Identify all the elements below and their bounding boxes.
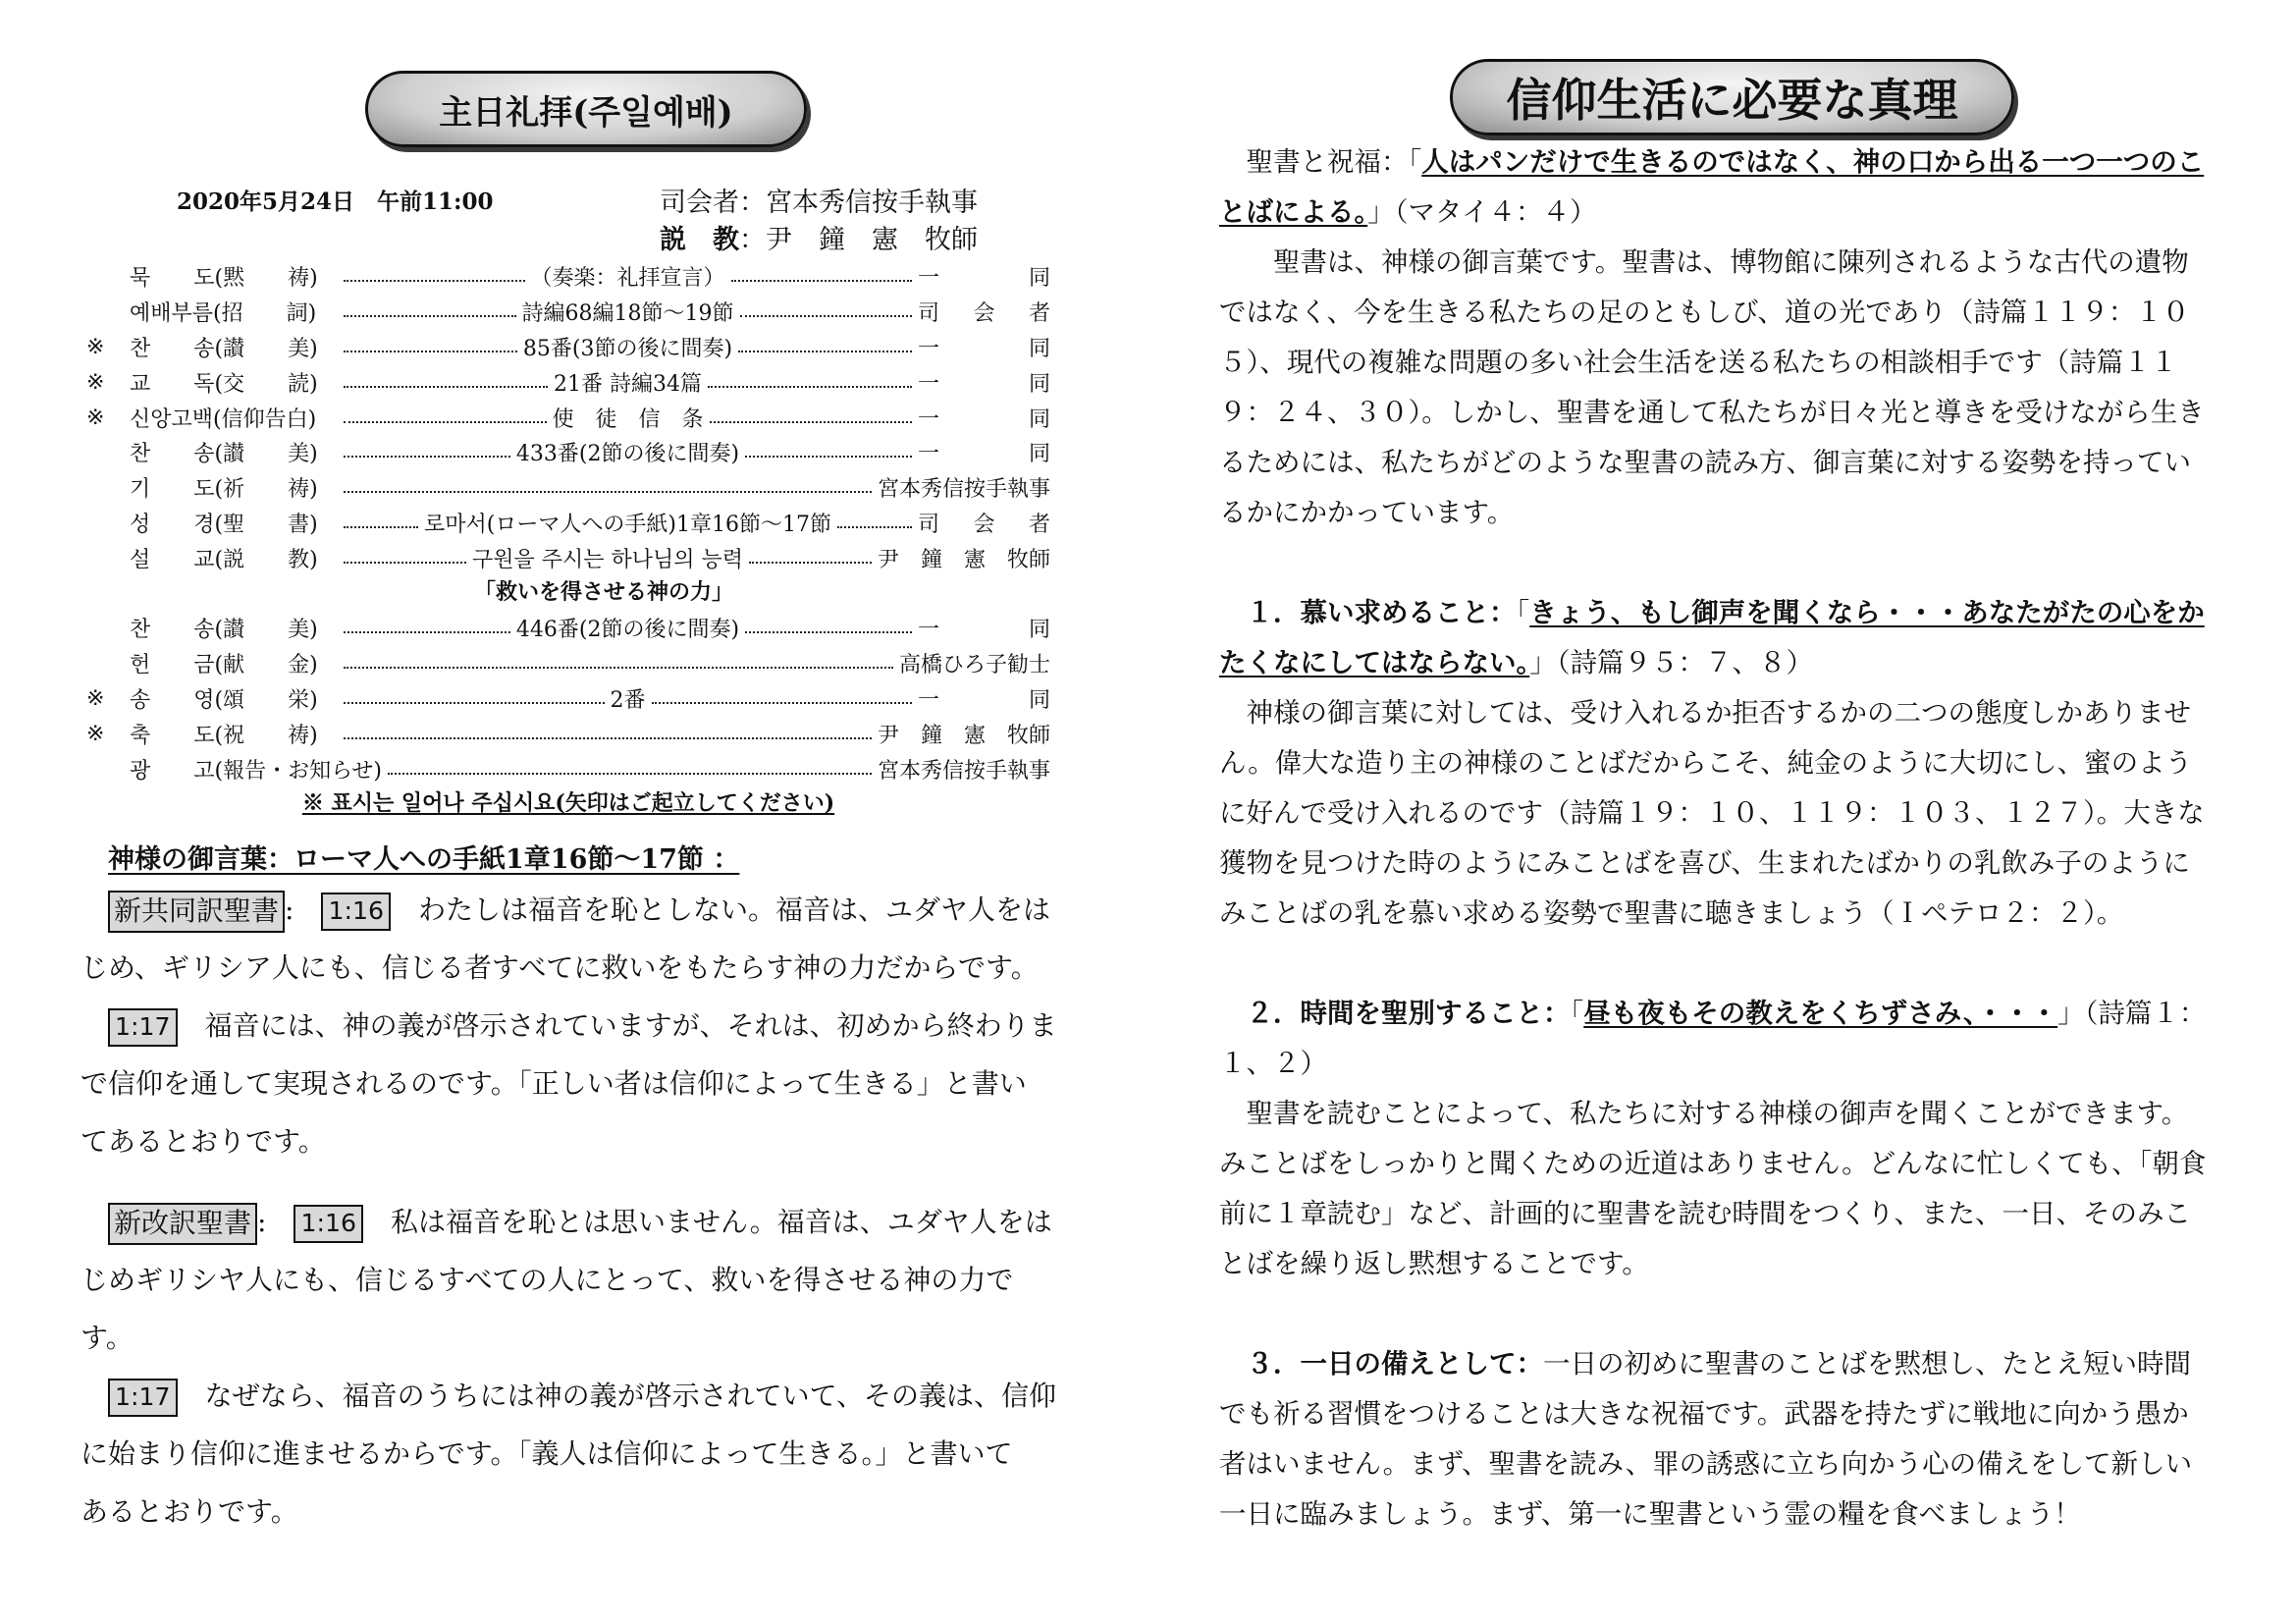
verse-number: 1:16 [294,1205,363,1243]
text-line [1219,1489,2232,1540]
dotted-leader [344,315,516,317]
text-run: に始まり信仰に進ませるからです。「義人は信仰によって生きる。」と書いて [80,1437,1013,1470]
presider-line [660,181,978,219]
text-run: るためには、私たちがどのような聖書の読み方、御言葉に対する姿勢を持ってい [1219,447,2191,478]
order-item-responsible: 尹 鐘 憲 牧師 [877,723,1050,748]
text-line [80,997,1101,1055]
text-run: ９：２４、３０）。しかし、聖書を通して私たちが日々光と導きを受けながら生き [1219,397,2205,428]
text-run: 聖書と祝福：「 [1219,146,1422,178]
order-row [86,751,1050,786]
order-row [86,330,1050,365]
text-line [80,1309,1101,1367]
dotted-leader [344,491,872,493]
article-title-banner [1450,59,2014,135]
sermon-subtitle: 「救いを得させる神の力」 [473,579,733,606]
order-row [86,506,1050,541]
text-run [80,1009,108,1042]
text-line [1219,488,2232,538]
text-line [1219,839,2232,889]
order-item-label: 성 경(聖 書) [130,512,318,537]
text-run: 獲物を見つけた時のようにみことばを喜び、生まれたばかりの乳飲み子のように [1219,847,2190,879]
order-item-responsible: 宮本秀信按手執事 [877,758,1050,784]
text-run: てあるとおりです。 [80,1125,326,1158]
dotted-leader [344,456,510,458]
scripture-quote: きょう、もし御声を聞くなら・・・あなたがたの心をか [1529,597,2205,628]
section-heading: ２．時間を聖別すること： [1246,998,1571,1029]
bible-version-label: 新共同訳聖書 [108,891,285,932]
text-run: 」（マタイ４：４） [1367,196,1597,228]
worship-title-banner [365,71,807,147]
scripture-passages [80,881,1101,1541]
order-item-label: 설 교(説 教) [130,547,318,572]
text-run: に好んで受け入れるのです（詩篇１９：１０、１１９：１０３、１２７）。大きな [1219,797,2205,829]
scripture-quote: とばによる。 [1219,196,1368,228]
order-row [86,716,1050,751]
dotted-leader [652,702,913,704]
text-run: ん。偉大な造り主の神様のことばだからこそ、純金のように大切にし、蜜のよう [1219,747,2193,779]
paragraph-gap [1219,1289,2232,1339]
text-run: とばを繰り返し黙想することです。 [1219,1248,1649,1279]
order-item-label: 송 영(頌 栄) [130,687,318,713]
order-item-detail: （奏楽：礼拝宣言） [530,266,725,292]
paragraph-gap [1219,939,2232,989]
dotted-leader [344,386,548,388]
section-heading: ３．一日の備えとして： [1246,1348,1543,1380]
text-run: じめギリシヤ人にも、信じるすべての人にとって、救いを得させる神の力で [80,1264,1014,1296]
order-item-responsible: 司 会 者 [918,301,1050,327]
dotted-leader [344,280,525,282]
text-run: 「 [1570,998,1584,1029]
order-item-responsible: 尹 鐘 憲 牧師 [877,547,1050,572]
text-line [1219,638,2232,688]
text-line [1219,688,2232,738]
text-run: 神様の御言葉に対しては、受け入れるか拒否するかの二つの態度しかありませ [1219,697,2191,729]
scripture-quote: 昼も夜もその教えをくちずさみ、・・・ [1583,998,2058,1029]
text-run [80,1206,108,1238]
order-item-detail: 使 徒 信 条 [552,406,704,432]
dotted-leader [344,421,547,423]
presider-label: 司会者： [660,188,766,218]
scripture-heading: 神様の御言葉：ローマ人への手紙1章16節～17節 ： [108,844,740,875]
text-run: す。 [80,1322,133,1354]
text-line [80,1367,1101,1425]
text-run [1219,597,1247,628]
text-line [1219,788,2232,839]
dotted-leader [837,526,912,528]
dotted-leader [344,737,872,739]
order-item-responsible: 一 同 [918,336,1050,361]
text-line [1219,288,2232,338]
text-run: あるとおりです。 [80,1495,298,1528]
paragraph-gap [1219,538,2232,588]
order-item-detail: 21番 詩編34篇 [554,371,702,397]
order-row [86,364,1050,400]
order-row [86,681,1050,717]
scripture-quote: たくなにしてはならない。 [1219,647,1530,678]
text-run: 一日の初めに聖書のことばを黙想し、たとえ短い時間 [1543,1348,2191,1380]
text-line [1219,338,2232,388]
dotted-leader [344,526,418,528]
standing-mark: ※ [86,721,105,746]
order-item-label: 신앙고백(信仰告白) [130,406,317,432]
sermon-label: 説 教 [660,225,739,255]
order-item-responsible: 一 同 [918,371,1050,397]
standing-mark: ※ [86,405,105,430]
standing-mark: ※ [86,334,105,359]
text-run: 前に１章読む」など、計画的に聖書を読む時間をつくり、また、一日、そのみこ [1219,1198,2191,1229]
text-line [80,1055,1101,1112]
text-run [80,893,108,926]
order-item-detail: 85番(3節の後に間奏) [522,336,733,361]
text-line [1219,438,2232,488]
order-item-detail: 2番 [610,687,646,713]
text-line [1219,1339,2232,1389]
dotted-leader [344,667,893,669]
text-run: 聖書を読むことによって、私たちに対する神様の御声を聞くことができます。 [1219,1098,2189,1129]
preacher-line [660,218,978,256]
bible-version-label: 新改訳聖書 [108,1203,257,1244]
text-run: : [257,1206,294,1238]
text-run: ではなく、今を生きる私たちの足のともしび、道の光であり（詩篇１１９：１０ [1219,297,2190,328]
order-item-detail: 구원을 주시는 하나님의 능력 [471,547,743,572]
order-item-responsible: 一 同 [918,442,1050,467]
order-item-responsible: 高橋ひろ子勧士 [898,653,1050,678]
text-run: 」（詩篇９５：７、８） [1529,647,1813,678]
order-item-label: 묵 도(黙 祷) [130,266,318,292]
text-line [1219,1039,2232,1089]
text-line [1219,238,2232,288]
dotted-leader [738,351,912,352]
text-line [1219,1239,2232,1289]
dotted-leader [749,562,872,564]
text-line [1219,388,2232,438]
standing-mark: ※ [86,369,105,395]
text-run: みことばをしっかりと聞くための近道はありません。どんなに忙しくても、「朝食 [1219,1148,2207,1179]
text-line [1219,1389,2232,1439]
preacher-name: ：尹 鐘 憲 牧師 [739,225,978,255]
text-line [1219,1189,2232,1239]
text-line [80,1112,1101,1170]
worship-title: 主日礼拝(주일예배) [439,92,733,133]
text-line [80,1483,1101,1541]
text-run: １、２） [1219,1048,1327,1079]
text-run: 一日に臨みましょう。まず、第一に聖書という霊の糧を食べましょう！ [1219,1498,2081,1530]
order-item-label: 찬 송(讃 美) [130,442,318,467]
text-run: じめ、ギリシア人にも、信じる者すべてに救いをもたらす神の力だからです。 [80,951,1039,984]
text-line [1219,188,2232,238]
order-row [86,540,1050,575]
order-item-responsible: 一 同 [918,266,1050,292]
order-row [86,611,1050,646]
order-item-label: 축 도(祝 祷) [130,723,318,748]
text-line [80,1425,1101,1483]
order-item-label: 예배부름(招 詞) [130,301,317,327]
order-item-label: 찬 송(讃 美) [130,336,318,361]
dotted-leader [388,773,872,775]
text-run [1219,1348,1247,1380]
text-run: 「 [1516,597,1530,628]
text-line [1219,1089,2232,1139]
text-line [1219,1139,2232,1189]
text-run [1219,998,1247,1029]
text-line [1219,889,2232,939]
section-heading: １．慕い求めること： [1246,597,1517,628]
dotted-leader [731,280,913,282]
order-item-detail: 433番(2節の後に間奏) [515,442,740,467]
order-row [86,295,1050,330]
dotted-leader [344,562,466,564]
text-line [80,1251,1101,1309]
order-item-detail: 詩編68編18節～19節 [521,301,734,327]
text-line [80,1193,1101,1251]
text-run: わたしは福音を恥としない。福音は、ユダヤ人をは [391,893,1051,926]
dotted-leader [740,315,913,317]
text-line [1219,989,2232,1039]
text-run: ５）、現代の複雑な問題の多い社会生活を送る私たちの相談相手です（詩篇１１ [1219,347,2178,378]
text-run [80,1380,108,1412]
text-run: : [285,893,322,926]
text-run: 」（詩篇１： [2057,998,2207,1029]
text-line [1219,588,2232,638]
order-row [86,470,1050,506]
presider-name: 宮本秀信按手執事 [766,188,978,218]
dotted-leader [710,421,913,423]
text-line [1219,1439,2232,1489]
paragraph-gap [80,1170,1101,1193]
verse-number: 1:16 [321,893,391,931]
text-line [1219,137,2232,188]
order-item-label: 찬 송(讃 美) [130,618,318,643]
order-item-detail: 로마서(ローマ人への手紙)1章16節～17節 [424,512,831,537]
text-line [80,939,1101,997]
order-row [86,259,1050,295]
text-run: 私は福音を恥とは思いません。福音は、ユダヤ人をは [363,1206,1052,1238]
order-item-responsible: 宮本秀信按手執事 [877,477,1050,503]
scripture-quote: 人はパンだけで生きるのではなく、神の口から出る一つ一つのこ [1421,146,2205,178]
order-of-worship [86,259,1050,822]
verse-number: 1:17 [108,1008,178,1047]
text-run: で信仰を通して実現されるのです。「正しい者は信仰によって生きる」と書い [80,1067,1027,1100]
order-item-label: 교 독(交 読) [130,371,318,397]
text-run: るかにかかっています。 [1219,497,1515,528]
order-item-label: 헌 금(献 金) [130,653,318,678]
dotted-leader [745,456,912,458]
order-row [86,400,1050,435]
dotted-leader [344,702,605,704]
order-item-responsible: 司 会 者 [918,512,1050,537]
standing-mark: ※ [86,685,105,711]
order-item-responsible: 一 同 [918,687,1050,713]
text-run: みことばの乳を慕い求める姿勢で聖書に聴きましょう（Ｉペテロ２：２）。 [1219,897,2124,929]
order-item-responsible: 一 同 [918,406,1050,432]
text-run: 福音には、神の義が啓示されていますが、それは、初めから終わりま [177,1009,1057,1042]
order-item-detail: 446番(2節の後に間奏) [515,618,740,643]
text-run: 者はいません。まず、聖書を読み、罪の誘惑に立ち向かう心の備えをして新しい [1219,1448,2193,1480]
article-body [1219,137,2232,1540]
verse-number: 1:17 [108,1379,178,1417]
article-title: 信仰生活に必要な真理 [1506,74,1958,127]
dotted-leader [344,351,517,352]
text-run: 聖書は、神様の御言葉です。聖書は、博物館に陳列されるような古代の遺物 [1219,246,2189,278]
order-row [86,435,1050,470]
service-date: 2020年5月24日 午前11:00 [177,189,494,215]
dotted-leader [344,631,510,633]
order-item-label: 광 고(報告・お知らせ) [130,758,383,784]
text-run: なぜなら、福音のうちには神の義が啓示されていて、その義は、信仰 [177,1380,1057,1412]
text-line [80,881,1101,939]
dotted-leader [745,631,912,633]
standing-note: ※ 표시는 일어나 주십시요(矢印はご起立してください) [301,789,835,816]
order-row [86,646,1050,681]
order-item-label: 기 도(祈 祷) [130,477,318,503]
text-line [1219,738,2232,788]
text-run: でも祈る習慣をつけることは大きな祝福です。武器を持たずに戦地に向かう愚か [1219,1398,2189,1430]
order-item-responsible: 一 同 [918,618,1050,643]
dotted-leader [708,386,912,388]
